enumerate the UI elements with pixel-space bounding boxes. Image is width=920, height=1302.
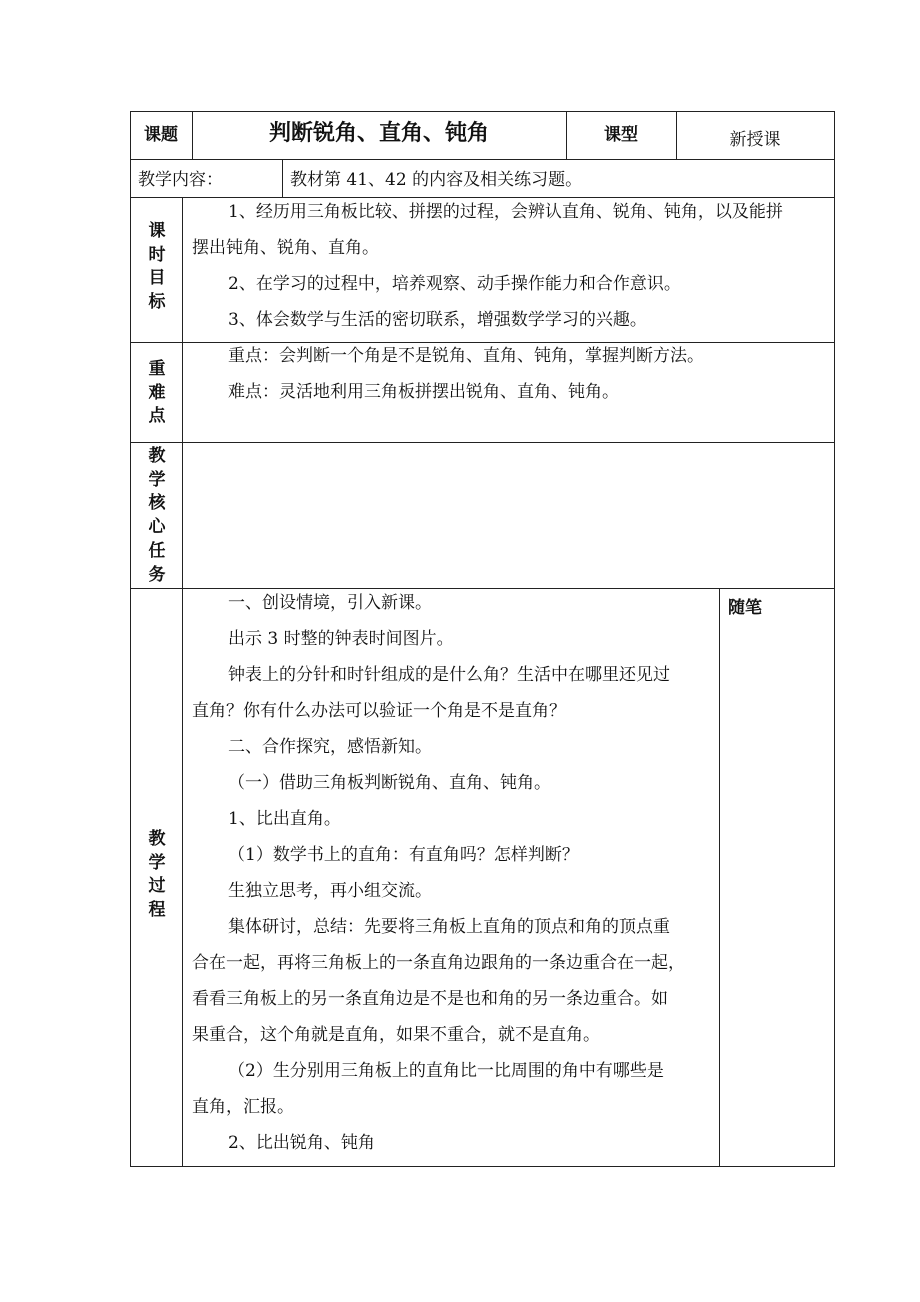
process-line: 直角？你有什么办法可以验证一个角是不是直角？ [192,701,566,721]
table-border-right [834,111,835,1167]
type-value: 新授课 [729,130,781,150]
objective-line: 2、在学习的过程中，培养观察、动手操作能力和合作意识。 [228,274,681,294]
row-divider [130,442,835,443]
row-divider [130,159,835,160]
process-line: （一）借助三角板判断锐角、直角、钝角。 [228,773,551,793]
topic-label: 课题 [144,125,178,145]
objective-line: 3、体会数学与生活的密切联系，增强数学学习的兴趣。 [228,310,647,330]
objectives-label: 课 时 目 标 [148,221,166,313]
process-line: 出示 3 时整的钟表时间图片。 [228,629,454,649]
process-line: 生独立思考，再小组交流。 [228,881,432,901]
label-col-divider [182,197,183,1167]
process-line: 1、比出直角。 [228,809,341,829]
process-line: 看看三角板上的另一条直角边是不是也和角的另一条边重合。如 [192,989,668,1009]
notes-label: 随笔 [728,598,762,618]
process-line: （1）数学书上的直角：有直角吗？怎样判断？ [228,845,579,865]
core-task-label: 教 学 核 心 任 务 [148,446,166,585]
process-line: 果重合，这个角就是直角，如果不重合，就不是直角。 [192,1025,600,1045]
process-line: 合在一起，再将三角板上的一条直角边跟角的一条边重合在一起， [192,953,685,973]
process-line: 钟表上的分针和时针组成的是什么角？生活中在哪里还见过 [228,665,670,685]
type-label: 课型 [604,125,638,145]
process-line: 二、合作探究，感悟新知。 [228,737,432,757]
process-line: 直角，汇报。 [192,1097,294,1117]
key-point-line: 难点：灵活地利用三角板拼摆出锐角、直角、钝角。 [228,382,619,402]
content-value: 教材第 41、42 的内容及相关练习题。 [290,170,583,190]
process-line: 一、创设情境，引入新课。 [228,593,432,613]
process-line: 集体研讨，总结：先要将三角板上直角的顶点和角的顶点重 [228,917,670,937]
notes-col-divider [719,588,720,1167]
key-points-label: 重 难 点 [148,359,166,427]
topic-title: 判断锐角、直角、钝角 [268,121,489,146]
col-divider [282,159,283,197]
objective-line: 1、经历用三角板比较、拼摆的过程，会辨认直角、锐角、钝角，以及能拼 [228,202,783,222]
objective-line: 摆出钝角、锐角、直角。 [192,238,379,258]
key-point-line: 重点：会判断一个角是不是锐角、直角、钝角，掌握判断方法。 [228,346,704,366]
table-border-bottom [130,1166,835,1167]
process-label: 教 学 过 程 [148,829,166,921]
process-line: 2、比出锐角、钝角 [228,1133,375,1153]
table-border-top [130,111,835,112]
process-line: （2）生分别用三角板上的直角比一比周围的角中有哪些是 [228,1061,664,1081]
content-label: 教学内容： [138,170,223,190]
